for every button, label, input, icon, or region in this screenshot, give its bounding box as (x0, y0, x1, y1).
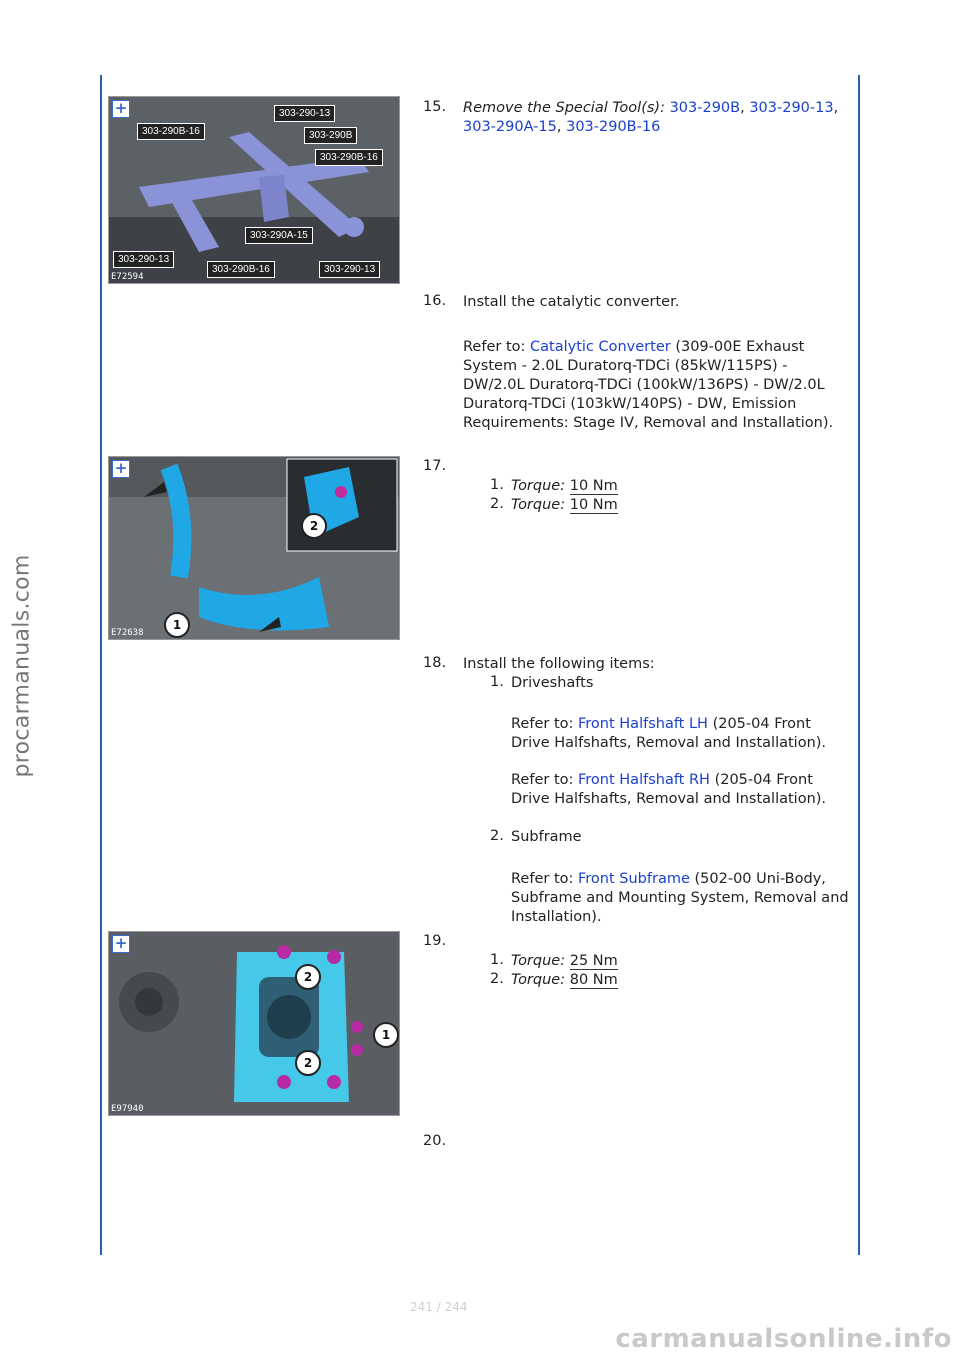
figure-catalytic-converter (108, 456, 400, 640)
zoom-icon[interactable]: + (112, 460, 130, 478)
step-18-reference-rh (511, 771, 851, 809)
refer-to-label: Refer to: (511, 871, 574, 887)
torque-value: 10 Nm (569, 497, 618, 513)
step-18-item-subframe: Subframe (511, 829, 582, 845)
callout-marker: 2 (295, 1050, 321, 1076)
step-17-number: 17. (423, 458, 447, 474)
figure-special-tools (108, 96, 400, 284)
tool-label: 303-290-13 (319, 261, 380, 278)
figure-catalytic-converter-illustration (109, 457, 399, 639)
step-18-item-driveshafts: Driveshafts (511, 675, 594, 691)
callout-marker: 2 (301, 513, 327, 539)
step-19-item-number: 2. (490, 971, 504, 987)
torque-label: Torque: (511, 497, 566, 513)
tool-link[interactable]: 303-290A-15 (463, 119, 557, 135)
page-frame-left (100, 75, 102, 1255)
reference-text: (205-04 Front Drive Halfshafts, Removal and Installation). (511, 772, 827, 807)
callout-marker: 2 (295, 964, 321, 990)
torque-label: Torque: (511, 972, 566, 988)
torque-value: 10 Nm (569, 478, 618, 494)
torque-label: Torque: (511, 953, 566, 969)
reference-text: (309-00E Exhaust System - 2.0L Duratorq-TDCi (85kW/115PS) - DW/2.0L Duratorq-TDCi (100kW/136PS) - DW/2.0L Duratorq-TDCi (103kW/140PS) - DW, Emission Requirements: Stage IV, Removal and Installation). (463, 339, 834, 431)
step-16-number: 16. (423, 293, 447, 309)
torque-label: Torque: (511, 478, 566, 494)
page-frame-right (858, 75, 860, 1255)
zoom-icon[interactable]: + (112, 100, 130, 118)
step-15-lead: Remove the Special Tool(s): (463, 100, 665, 116)
step-20-number: 20. (423, 1133, 447, 1149)
callout-marker: 1 (164, 612, 190, 638)
torque-value: 25 Nm (569, 953, 618, 969)
step-19-item (511, 971, 851, 990)
step-18-item-number: 1. (490, 674, 504, 690)
figure-code: E72594 (111, 272, 144, 282)
figure-code: E97940 (111, 1104, 144, 1114)
torque-value: 80 Nm (569, 972, 618, 988)
step-18-item-number: 2. (490, 828, 504, 844)
side-watermark: procarmanuals.com (9, 554, 35, 778)
step-18-number: 18. (423, 655, 447, 671)
figure-mount-bracket (108, 931, 400, 1116)
tool-label: 303-290A-15 (245, 227, 313, 244)
step-18-text: Install the following items: (463, 656, 655, 672)
footer-watermark: carmanualsonline.info (615, 1324, 952, 1354)
figure-code: E72638 (111, 628, 144, 638)
reference-text: (205-04 Front Drive Halfshafts, Removal and Installation). (511, 716, 827, 751)
tool-link[interactable]: 303-290B (669, 100, 741, 116)
step-17-item-number: 1. (490, 477, 504, 493)
refer-to-label: Refer to: (511, 716, 574, 732)
step-16-reference (463, 338, 853, 433)
front-subframe-link[interactable]: Front Subframe (578, 871, 690, 887)
step-15-number: 15. (423, 99, 447, 115)
tool-link[interactable]: 303-290B-16 (566, 119, 661, 135)
refer-to-label: Refer to: (511, 772, 574, 788)
step-17-item-number: 2. (490, 496, 504, 512)
step-16-text: Install the catalytic converter. (463, 294, 680, 310)
figure-mount-bracket-illustration (109, 932, 399, 1115)
tool-label: 303-290-13 (274, 105, 335, 122)
front-halfshaft-rh-link[interactable]: Front Halfshaft RH (578, 772, 710, 788)
front-halfshaft-lh-link[interactable]: Front Halfshaft LH (578, 716, 708, 732)
step-18-reference-subframe (511, 870, 851, 927)
tool-link[interactable]: 303-290-13 (749, 100, 834, 116)
step-19-item-number: 1. (490, 952, 504, 968)
reference-text: (502-00 Uni-Body, Subframe and Mounting System, Removal and Installation). (511, 871, 849, 925)
step-17-item (511, 496, 851, 515)
step-17-item (511, 477, 851, 496)
step-19-item (511, 952, 851, 971)
step-15-text: Remove the Special Tool(s): 303-290B, 303-290-13, 303-290A-15, 303-290B-16 (463, 100, 839, 135)
tool-label: 303-290-13 (113, 251, 174, 268)
tool-label: 303-290B-16 (315, 149, 383, 166)
tool-label: 303-290B-16 (137, 123, 205, 140)
zoom-icon[interactable]: + (112, 935, 130, 953)
refer-to-label: Refer to: (463, 339, 526, 355)
tool-label: 303-290B-16 (207, 261, 275, 278)
catalytic-converter-link[interactable]: Catalytic Converter (530, 339, 671, 355)
step-19-number: 19. (423, 933, 447, 949)
page-number: 241 / 244 (410, 1300, 468, 1314)
callout-marker: 1 (373, 1022, 399, 1048)
step-18-reference-lh (511, 715, 851, 753)
tool-label: 303-290B (304, 127, 357, 144)
